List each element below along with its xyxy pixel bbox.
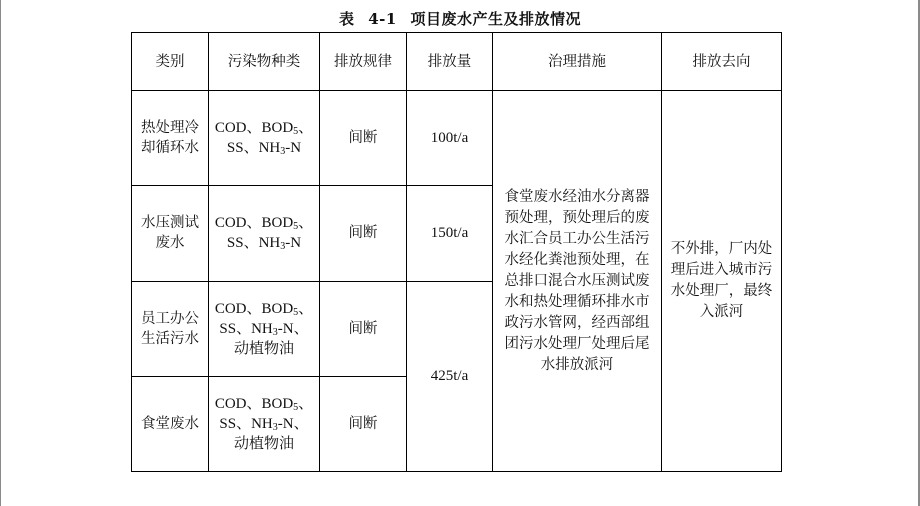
pollutant-line-2: SS、$NH_3-N$、 — [219, 320, 309, 338]
row-category: 热处理冷却循环水 — [132, 91, 209, 186]
row-pattern: 间断 — [320, 186, 407, 281]
header-destination: 排放去向 — [662, 33, 782, 91]
row-pattern: 间断 — [320, 281, 407, 376]
row-pattern: 间断 — [320, 376, 407, 471]
row-pollutants — [209, 186, 320, 281]
header-measure: 治理措施 — [493, 33, 662, 91]
pollutant-line-1: COD、$BOD_5$、 — [214, 215, 314, 233]
header-volume: 排放量 — [407, 33, 493, 91]
row-volume: 150t/a — [407, 186, 493, 281]
row-category: 员工办公生活污水 — [132, 281, 209, 376]
row-category: 水压测试废水 — [132, 186, 209, 281]
row-pollutants — [209, 281, 320, 376]
pollutant-line-3: 动植物油 — [233, 435, 294, 452]
pollutant-line-3: 动植物油 — [233, 340, 294, 357]
row-pollutants — [209, 91, 320, 186]
discharge-destination-cell: 不外排，厂内处理后进入城市污水处理厂，最终入派河 — [662, 91, 782, 472]
pollutant-line-1: COD、$BOD_5$、 — [214, 120, 314, 138]
table-row — [132, 91, 782, 186]
row-volume: 100t/a — [407, 91, 493, 186]
wastewater-table — [131, 32, 782, 472]
pollutant-line-1: COD、$BOD_5$、 — [214, 395, 314, 413]
row-volume-merged: 425t/a — [407, 281, 493, 472]
row-pollutants — [209, 376, 320, 471]
treatment-measure-cell: 食堂废水经油水分离器预处理，预处理后的废水汇合员工办公生活污水经化粪池预处理，在总排口混合水压测试废水和热处理循环排水市政污水管网，经西部组团污水处理厂处理后尾水排放派河 — [493, 91, 662, 472]
row-category: 食堂废水 — [132, 376, 209, 471]
pollutant-line-2: SS、$NH_3-N$ — [226, 140, 302, 158]
header-pollutants: 污染物种类 — [209, 33, 320, 91]
header-row — [132, 33, 782, 91]
row-pattern: 间断 — [320, 91, 407, 186]
header-pattern: 排放规律 — [320, 33, 407, 91]
pollutant-line-2: SS、$NH_3-N$、 — [219, 415, 309, 433]
header-category: 类别 — [132, 33, 209, 91]
pollutant-line-1: COD、$BOD_5$、 — [214, 300, 314, 318]
pollutant-line-2: SS、$NH_3-N$ — [226, 235, 302, 253]
table-caption: 表 4-1 项目废水产生及排放情况 — [338, 10, 582, 28]
page-edge-left — [0, 0, 1, 506]
